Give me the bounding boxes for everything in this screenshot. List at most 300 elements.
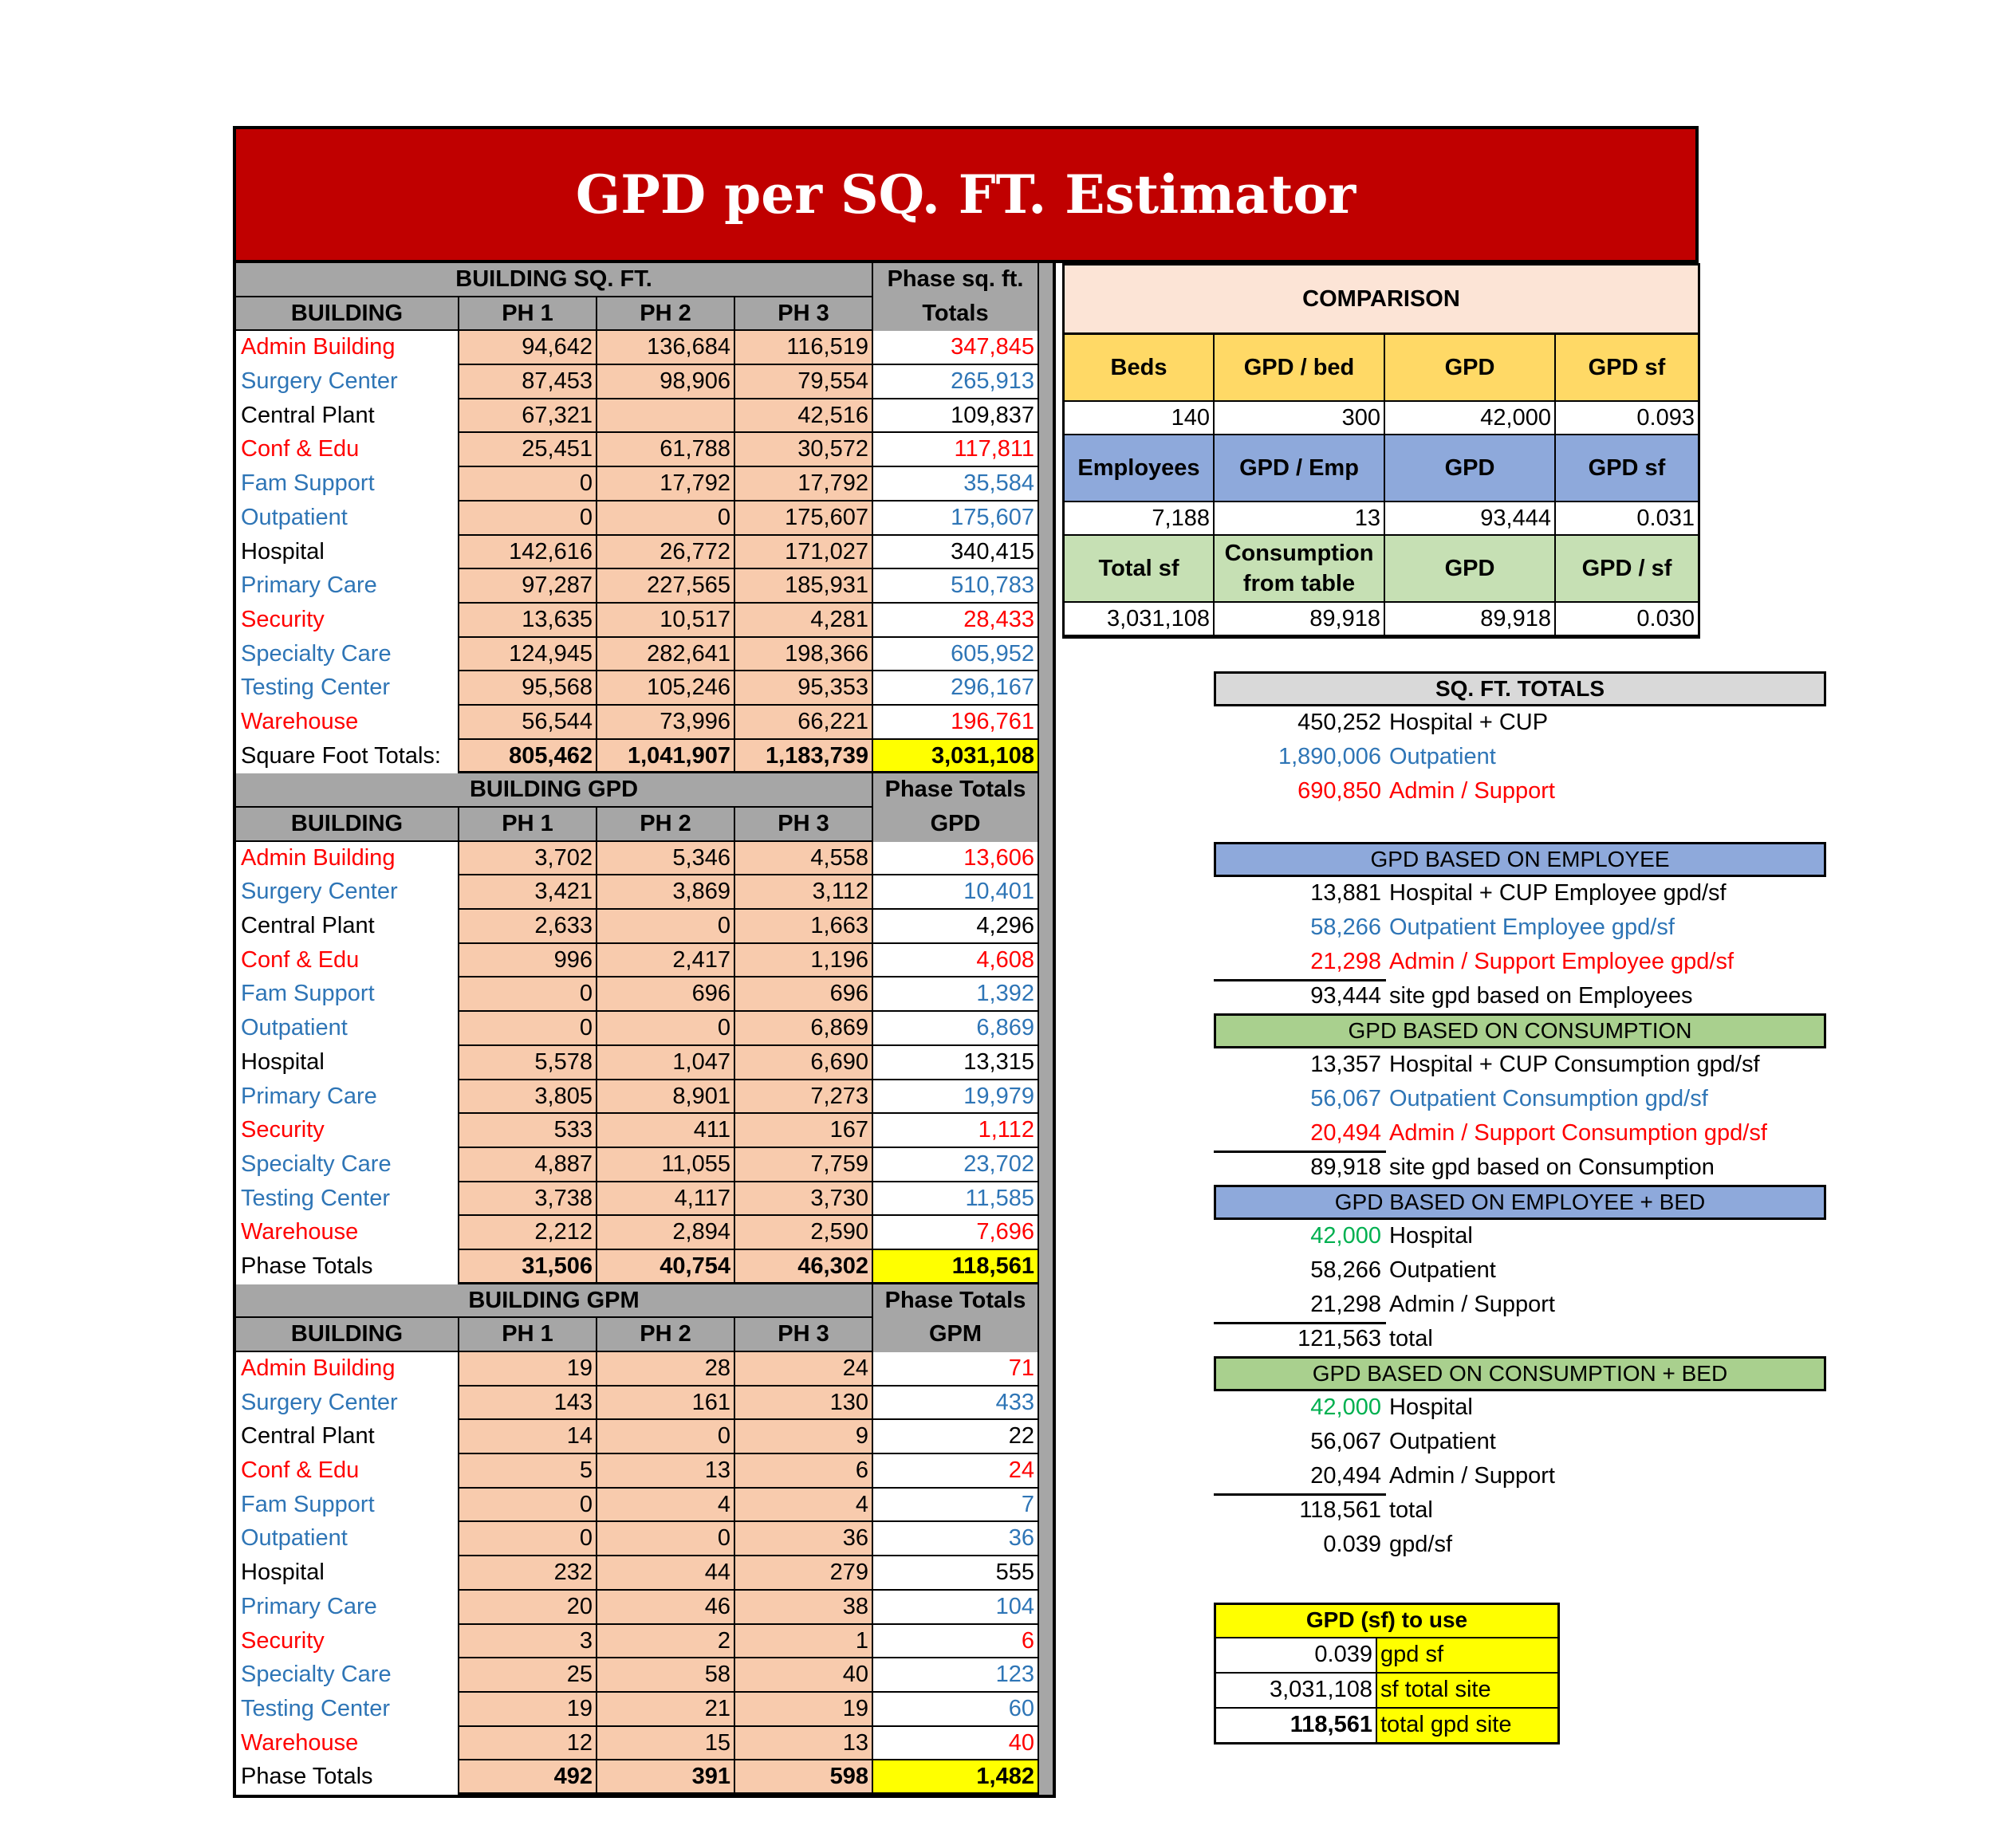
totals-label: Square Foot Totals: [236, 740, 459, 774]
comparison-header: Consumption from table [1215, 536, 1385, 603]
building-name: Fam Support [236, 977, 459, 1012]
summary-label: gpd/sf [1389, 1532, 1452, 1557]
gray-gutter [1039, 365, 1053, 399]
ph3-cell: 6 [735, 1454, 873, 1489]
building-name: Outpatient [236, 502, 459, 536]
gray-gutter [1039, 773, 1053, 808]
comparison-header-row [1065, 536, 1698, 603]
comparison-value: 300 [1215, 402, 1385, 435]
ph2-cell: 696 [597, 977, 735, 1012]
summary-value: 56,067 [1310, 1429, 1381, 1454]
summary-value: 0.039 [1323, 1532, 1381, 1557]
gray-gutter [1039, 1352, 1053, 1387]
summary-value: 89,918 [1310, 1154, 1381, 1180]
building-name: Testing Center [236, 1693, 459, 1727]
column-header: BUILDING [236, 808, 459, 842]
table-row [236, 1489, 1053, 1523]
row-total-cell: 117,811 [873, 433, 1039, 467]
row-total-cell: 605,952 [873, 638, 1039, 672]
summary-line [1214, 911, 1852, 945]
gpd-to-use-row [1216, 1638, 1557, 1674]
ph1-cell: 2,633 [459, 910, 597, 944]
ph2-cell: 105,246 [597, 671, 735, 706]
totals-row [236, 1250, 1053, 1284]
row-total-cell: 175,607 [873, 502, 1039, 536]
ph3-cell: 19 [735, 1693, 873, 1727]
ph3-cell: 6,690 [735, 1046, 873, 1080]
ph1-cell: 25 [459, 1658, 597, 1693]
ph1-cell: 3,805 [459, 1080, 597, 1115]
totals-row [236, 740, 1053, 774]
gray-gutter [1039, 1318, 1053, 1352]
summary-label: site gpd based on Consumption [1389, 1154, 1715, 1180]
building-name: Testing Center [236, 671, 459, 706]
gpd-to-use-row [1216, 1709, 1557, 1742]
comparison-header-row [1065, 435, 1698, 502]
ph3-total: 598 [735, 1760, 873, 1795]
ph3-cell: 1 [735, 1625, 873, 1659]
gray-gutter [1039, 1556, 1053, 1591]
gpd-to-use-box [1214, 1603, 1560, 1744]
ph2-cell: 4 [597, 1489, 735, 1523]
comparison-header: GPD / bed [1215, 335, 1385, 402]
section-title: BUILDING SQ. FT. [236, 263, 873, 297]
column-header: PH 2 [597, 297, 735, 332]
section-title-row [236, 773, 1053, 808]
summary-label: Admin / Support Consumption gpd/sf [1389, 1120, 1767, 1146]
building-name: Outpatient [236, 1522, 459, 1556]
summary-line [1214, 1048, 1852, 1082]
gpd-to-use-row [1216, 1674, 1557, 1709]
row-total-cell: 24 [873, 1454, 1039, 1489]
building-name: Surgery Center [236, 365, 459, 399]
gpd-to-use-title: GPD (sf) to use [1216, 1605, 1557, 1638]
summary-line [1214, 1322, 1852, 1356]
ph1-cell: 142,616 [459, 536, 597, 570]
row-total-cell: 4,608 [873, 944, 1039, 978]
ph1-cell: 19 [459, 1352, 597, 1387]
table-row [236, 331, 1053, 365]
ph1-cell: 12 [459, 1727, 597, 1761]
ph1-cell: 3 [459, 1625, 597, 1659]
column-header-row [236, 1318, 1053, 1352]
ph3-cell: 1,663 [735, 910, 873, 944]
comparison-header-row [1065, 335, 1698, 402]
ph1-cell: 232 [459, 1556, 597, 1591]
ph3-cell: 198,366 [735, 638, 873, 672]
building-name: Fam Support [236, 1489, 459, 1523]
table-row [236, 638, 1053, 672]
table-row [236, 1216, 1053, 1250]
comparison-value: 0.093 [1556, 402, 1698, 435]
summary-line [1214, 1253, 1852, 1288]
ph2-cell: 11,055 [597, 1148, 735, 1182]
ph2-total: 40,754 [597, 1250, 735, 1284]
ph1-cell: 0 [459, 1012, 597, 1046]
ph1-cell: 0 [459, 1489, 597, 1523]
gray-gutter [1039, 297, 1053, 332]
total-header: Phase Totals [873, 773, 1039, 808]
row-total-cell: 13,315 [873, 1046, 1039, 1080]
ph1-cell: 0 [459, 502, 597, 536]
building-name: Testing Center [236, 1182, 459, 1217]
ph3-cell: 175,607 [735, 502, 873, 536]
table-row [236, 467, 1053, 502]
comparison-header: GPD sf [1556, 335, 1698, 402]
building-name: Specialty Care [236, 638, 459, 672]
building-name: Admin Building [236, 842, 459, 876]
ph1-cell: 67,321 [459, 399, 597, 434]
summary-line [1214, 979, 1852, 1013]
gpd-to-use-label: gpd sf [1377, 1638, 1557, 1672]
ph3-cell: 7,273 [735, 1080, 873, 1115]
ph2-cell: 21 [597, 1693, 735, 1727]
gpd-to-use-value: 0.039 [1216, 1638, 1377, 1672]
table-row [236, 1591, 1053, 1625]
ph3-cell: 79,554 [735, 365, 873, 399]
building-name: Fam Support [236, 467, 459, 502]
ph2-cell: 26,772 [597, 536, 735, 570]
table-row [236, 433, 1053, 467]
table-row [236, 706, 1053, 740]
gray-gutter [1039, 536, 1053, 570]
gray-gutter [1039, 433, 1053, 467]
row-total-cell: 13,606 [873, 842, 1039, 876]
building-name: Central Plant [236, 910, 459, 944]
ph2-cell: 0 [597, 910, 735, 944]
grand-total: 1,482 [873, 1760, 1039, 1795]
summary-label: Admin / Support [1389, 1463, 1555, 1489]
ph3-cell: 13 [735, 1727, 873, 1761]
table-row [236, 536, 1053, 570]
table-row [236, 910, 1053, 944]
row-total-cell: 296,167 [873, 671, 1039, 706]
total-header: GPM [873, 1318, 1039, 1352]
table-row [236, 1658, 1053, 1693]
ph3-cell: 95,353 [735, 671, 873, 706]
column-header: PH 3 [735, 1318, 873, 1352]
building-name: Surgery Center [236, 1387, 459, 1421]
row-total-cell: 109,837 [873, 399, 1039, 434]
building-name: Outpatient [236, 1012, 459, 1046]
summary-line [1214, 1493, 1852, 1528]
ph1-cell: 25,451 [459, 433, 597, 467]
ph3-cell: 167 [735, 1114, 873, 1148]
column-header: BUILDING [236, 1318, 459, 1352]
table-row [236, 1625, 1053, 1659]
ph2-cell: 2,417 [597, 944, 735, 978]
row-total-cell: 36 [873, 1522, 1039, 1556]
gray-gutter [1039, 944, 1053, 978]
summary-value: 21,298 [1310, 1292, 1381, 1317]
ph2-cell: 61,788 [597, 433, 735, 467]
row-total-cell: 23,702 [873, 1148, 1039, 1182]
section-title-row [236, 1284, 1053, 1319]
summary-label: Admin / Support [1389, 1292, 1555, 1317]
section-title: BUILDING GPD [236, 773, 873, 808]
gray-gutter [1039, 331, 1053, 365]
ph2-cell: 411 [597, 1114, 735, 1148]
ph1-total: 31,506 [459, 1250, 597, 1284]
comparison-header: GPD [1385, 435, 1556, 502]
gray-gutter [1039, 467, 1053, 502]
ph1-cell: 13,635 [459, 604, 597, 638]
comparison-value: 89,918 [1385, 603, 1556, 636]
ph2-cell: 282,641 [597, 638, 735, 672]
gray-gutter [1039, 502, 1053, 536]
row-total-cell: 123 [873, 1658, 1039, 1693]
gray-gutter [1039, 671, 1053, 706]
comparison-header: GPD / Emp [1215, 435, 1385, 502]
ph2-cell: 10,517 [597, 604, 735, 638]
summary-line [1214, 1219, 1852, 1253]
ph3-cell: 7,759 [735, 1148, 873, 1182]
gray-gutter [1039, 263, 1053, 297]
summary-value: 13,881 [1310, 880, 1381, 906]
column-header: PH 1 [459, 808, 597, 842]
row-total-cell: 7 [873, 1489, 1039, 1523]
gray-gutter [1039, 638, 1053, 672]
ph1-cell: 3,738 [459, 1182, 597, 1217]
summary-label: total [1389, 1497, 1433, 1523]
ph1-cell: 3,421 [459, 875, 597, 910]
ph1-cell: 143 [459, 1387, 597, 1421]
gpd-to-use-value: 118,561 [1216, 1709, 1377, 1742]
summary-label: Outpatient [1389, 1257, 1496, 1283]
summary-value: 1,890,006 [1278, 744, 1381, 769]
summary-value: 20,494 [1310, 1120, 1381, 1146]
ph3-cell: 3,112 [735, 875, 873, 910]
table-row [236, 604, 1053, 638]
summary-label: Hospital [1389, 1223, 1473, 1249]
ph3-cell: 4 [735, 1489, 873, 1523]
ph2-cell: 0 [597, 502, 735, 536]
summary-value: 42,000 [1310, 1394, 1381, 1420]
summary-line [1214, 1425, 1852, 1459]
comparison-value: 89,918 [1215, 603, 1385, 636]
row-total-cell: 28,433 [873, 604, 1039, 638]
summary-label: Hospital [1389, 1394, 1473, 1420]
comparison-value: 0.030 [1556, 603, 1698, 636]
summary-label: Hospital + CUP [1389, 710, 1549, 735]
gray-gutter [1039, 1012, 1053, 1046]
comparison-table [1062, 263, 1700, 639]
row-total-cell: 1,112 [873, 1114, 1039, 1148]
summary-line [1214, 1288, 1852, 1322]
row-total-cell: 19,979 [873, 1080, 1039, 1115]
summary-line [1214, 740, 1852, 774]
ph2-cell: 73,996 [597, 706, 735, 740]
ph3-total: 46,302 [735, 1250, 873, 1284]
row-total-cell: 347,845 [873, 331, 1039, 365]
table-row [236, 671, 1053, 706]
ph1-cell: 533 [459, 1114, 597, 1148]
sum-underline [1214, 1322, 1386, 1324]
gray-gutter [1039, 1693, 1053, 1727]
summary-value: 58,266 [1310, 915, 1381, 940]
gray-gutter [1039, 977, 1053, 1012]
column-header-row [236, 808, 1053, 842]
building-name: Warehouse [236, 706, 459, 740]
row-total-cell: 6 [873, 1625, 1039, 1659]
totals-label: Phase Totals [236, 1250, 459, 1284]
sum-underline [1214, 1151, 1386, 1153]
summary-label: Admin / Support Employee gpd/sf [1389, 949, 1734, 974]
building-name: Primary Care [236, 569, 459, 604]
grand-total: 118,561 [873, 1250, 1039, 1284]
column-header: PH 1 [459, 1318, 597, 1352]
ph2-cell: 2 [597, 1625, 735, 1659]
gray-gutter [1039, 910, 1053, 944]
building-name: Hospital [236, 1556, 459, 1591]
summary-value: 58,266 [1310, 1257, 1381, 1283]
ph3-cell: 42,516 [735, 399, 873, 434]
gray-gutter [1039, 1625, 1053, 1659]
row-total-cell: 40 [873, 1727, 1039, 1761]
gray-gutter [1039, 1420, 1053, 1454]
ph2-cell: 2,894 [597, 1216, 735, 1250]
ph2-cell: 3,869 [597, 875, 735, 910]
row-total-cell: 555 [873, 1556, 1039, 1591]
ph2-cell: 15 [597, 1727, 735, 1761]
building-name: Surgery Center [236, 875, 459, 910]
row-total-cell: 1,392 [873, 977, 1039, 1012]
gray-gutter [1039, 1522, 1053, 1556]
ph2-cell: 161 [597, 1387, 735, 1421]
total-header: Phase Totals [873, 1284, 1039, 1319]
gray-gutter [1039, 1658, 1053, 1693]
gray-gutter [1039, 1760, 1053, 1795]
gpd-consumption-title: GPD BASED ON CONSUMPTION [1214, 1013, 1826, 1048]
table-row [236, 399, 1053, 434]
comparison-value: 93,444 [1385, 502, 1556, 536]
ph1-cell: 3,702 [459, 842, 597, 876]
table-row [236, 1522, 1053, 1556]
table-row [236, 502, 1053, 536]
gray-gutter [1039, 1591, 1053, 1625]
summary-label: Outpatient Employee gpd/sf [1389, 915, 1675, 940]
comparison-header: Beds [1065, 335, 1215, 402]
row-total-cell: 35,584 [873, 467, 1039, 502]
ph1-cell: 996 [459, 944, 597, 978]
row-total-cell: 510,783 [873, 569, 1039, 604]
gray-gutter [1039, 1489, 1053, 1523]
ph2-cell: 8,901 [597, 1080, 735, 1115]
gray-gutter [1039, 740, 1053, 774]
ph3-cell: 9 [735, 1420, 873, 1454]
column-header: PH 3 [735, 808, 873, 842]
ph2-total: 391 [597, 1760, 735, 1795]
building-name: Primary Care [236, 1080, 459, 1115]
ph3-cell: 17,792 [735, 467, 873, 502]
ph1-cell: 5,578 [459, 1046, 597, 1080]
summary-label: total [1389, 1326, 1433, 1351]
comparison-value-row [1065, 603, 1698, 636]
building-name: Hospital [236, 536, 459, 570]
building-name: Specialty Care [236, 1658, 459, 1693]
summary-value: 21,298 [1310, 949, 1381, 974]
summary-value: 690,850 [1297, 778, 1381, 804]
table-row [236, 875, 1053, 910]
ph3-cell: 279 [735, 1556, 873, 1591]
gray-gutter [1039, 604, 1053, 638]
summary-value: 118,561 [1299, 1497, 1381, 1523]
ph3-cell: 40 [735, 1658, 873, 1693]
sqft-totals-title: SQ. FT. TOTALS [1214, 671, 1826, 706]
comparison-header: GPD / sf [1556, 536, 1698, 603]
building-table [233, 263, 1056, 1798]
section-title: BUILDING GPM [236, 1284, 873, 1319]
ph3-cell: 38 [735, 1591, 873, 1625]
table-row [236, 365, 1053, 399]
ph2-total: 1,041,907 [597, 740, 735, 774]
summary-line [1214, 706, 1852, 740]
comparison-value-row [1065, 402, 1698, 435]
ph3-cell: 185,931 [735, 569, 873, 604]
comparison-header: GPD sf [1556, 435, 1698, 502]
section-title-row [236, 263, 1053, 297]
ph3-cell: 66,221 [735, 706, 873, 740]
ph3-cell: 1,196 [735, 944, 873, 978]
ph3-cell: 36 [735, 1522, 873, 1556]
summary-label: Outpatient Consumption gpd/sf [1389, 1086, 1708, 1111]
summary-line [1214, 1082, 1852, 1116]
ph2-cell: 4,117 [597, 1182, 735, 1217]
ph2-cell: 17,792 [597, 467, 735, 502]
ph2-cell: 5,346 [597, 842, 735, 876]
total-header: Phase sq. ft. [873, 263, 1039, 297]
gray-gutter [1039, 1387, 1053, 1421]
table-row [236, 1114, 1053, 1148]
row-total-cell: 60 [873, 1693, 1039, 1727]
ph3-cell: 6,869 [735, 1012, 873, 1046]
table-row [236, 1454, 1053, 1489]
row-total-cell: 71 [873, 1352, 1039, 1387]
table-row [236, 1556, 1053, 1591]
ph3-total: 1,183,739 [735, 740, 873, 774]
page-title: GPD per SQ. FT. Estimator [575, 163, 1356, 226]
gpd-to-use-label: total gpd site [1377, 1709, 1557, 1742]
gray-gutter [1039, 399, 1053, 434]
comparison-value: 7,188 [1065, 502, 1215, 536]
gray-gutter [1039, 808, 1053, 842]
ph1-cell: 0 [459, 977, 597, 1012]
grand-total: 3,031,108 [873, 740, 1039, 774]
gray-gutter [1039, 842, 1053, 876]
summary-line [1214, 1116, 1852, 1151]
ph3-cell: 116,519 [735, 331, 873, 365]
summary-value: 42,000 [1310, 1223, 1381, 1249]
gray-gutter [1039, 1216, 1053, 1250]
ph2-cell: 98,906 [597, 365, 735, 399]
summary-line [1214, 1528, 1852, 1562]
building-name: Hospital [236, 1046, 459, 1080]
gray-gutter [1039, 1080, 1053, 1115]
row-total-cell: 433 [873, 1387, 1039, 1421]
summary-value: 93,444 [1310, 983, 1381, 1009]
ph2-cell: 0 [597, 1012, 735, 1046]
gray-gutter [1039, 1454, 1053, 1489]
ph1-cell: 97,287 [459, 569, 597, 604]
gpd-employee-title: GPD BASED ON EMPLOYEE [1214, 842, 1826, 877]
column-header: BUILDING [236, 297, 459, 332]
building-name: Central Plant [236, 1420, 459, 1454]
ph2-cell: 13 [597, 1454, 735, 1489]
summary-line [1214, 774, 1852, 808]
summary-line [1214, 1390, 1852, 1425]
summary-value: 56,067 [1310, 1086, 1381, 1111]
ph1-cell: 95,568 [459, 671, 597, 706]
